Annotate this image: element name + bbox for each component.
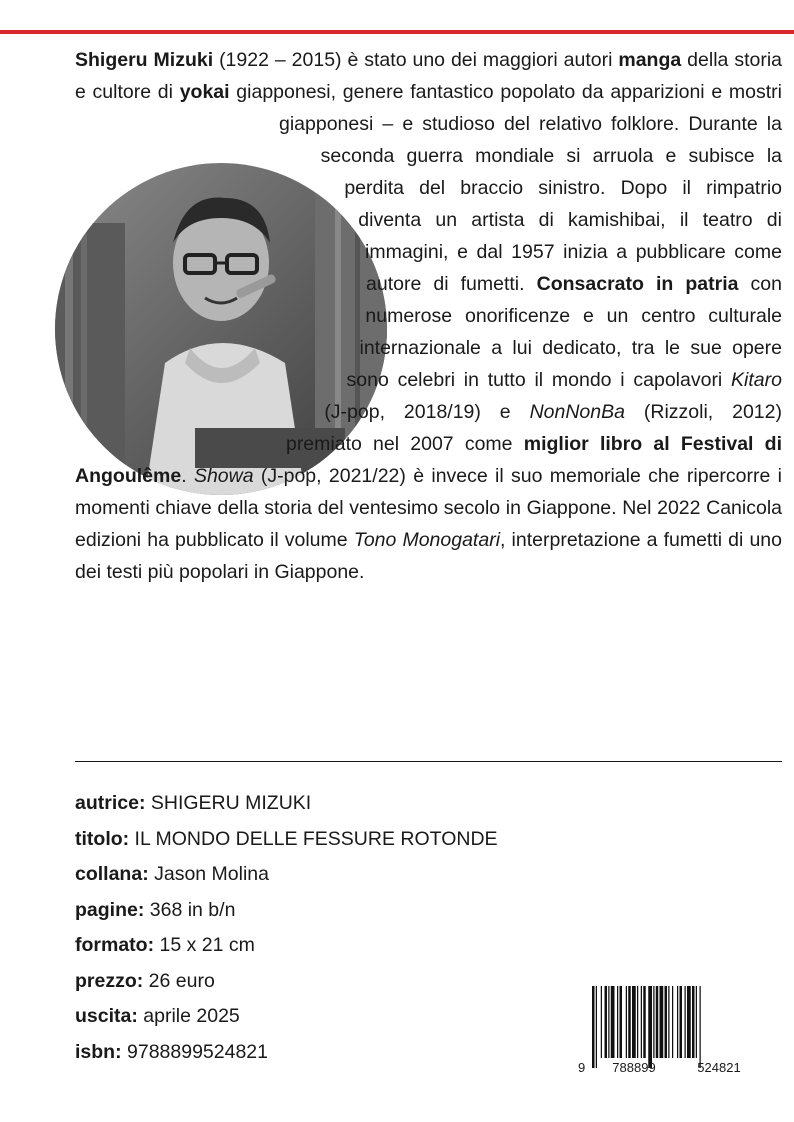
work-title-tono: Tono Monogatari [353,529,501,551]
top-accent-bar [0,30,794,34]
work-title-kitaro: Kitaro [731,369,782,391]
author-name: Shigeru Mizuki [75,49,214,71]
spec-prezzo: prezzo: 26 euro [75,969,215,992]
spec-autrice: autrice: SHIGERU MIZUKI [75,792,312,814]
spec-collana: collana: Jason Molina [75,863,270,885]
spec-pagine: pagine: 368 in b/n [75,898,236,921]
author-biography: Shigeru Mizuki (1922 – 2015) è stato uno dei maggiori autori manga della storia e cultore di yokai giapponesi, genere fantastico popolato da apparizioni e mostri giapponesi – e studioso del relativo folklore. Durante la seconda guerra mondiale si arruola e subisce la perdita del braccio sinistro. Dopo il rimpatrio diventa un artista di kamishibai, il teatro di immagini, e dal 1957 inizia a pubblicare come autore di fumetti. Consacrato in patria con numerose onorificenze e un centro culturale internazionale a lui dedicato, tra le sue opere sono celebri in tutto il mondo i capolavori Kitaro (J-pop, 2018/19) e NonNonBa (Rizzoli, 2012) premiato nel 2007 come miglior libro al Festival di Angoulême. Showa (J-pop, 2021/22) è invece il suo memoriale che ripercorre i momenti chiave della storia del ventesimo secolo in Giappone. Nel 2022 Canicola edizioni ha pubblicato il volume Tono Monogatari, interpretazione a fumetti di uno dei testi più popolari in Giappone. [75,49,783,583]
spec-isbn: isbn: 9788899524821 [75,1040,268,1063]
barcode-left-group: 788899 [612,1060,656,1075]
spec-uscita: uscita: aprile 2025 [75,1005,240,1027]
isbn-barcode [574,986,782,1076]
section-divider [75,761,782,762]
barcode-lead-digit: 9 [578,1060,586,1075]
book-specs [75,786,498,1070]
barcode-right-group: 524821 [697,1060,741,1075]
spec-titolo: titolo: IL MONDO DELLE FESSURE ROTONDE [75,827,498,850]
spec-formato: formato: 15 x 21 cm [75,934,255,956]
work-title-showa: Showa [193,465,254,487]
work-title-nonnonba: NonNonBa [529,401,625,423]
